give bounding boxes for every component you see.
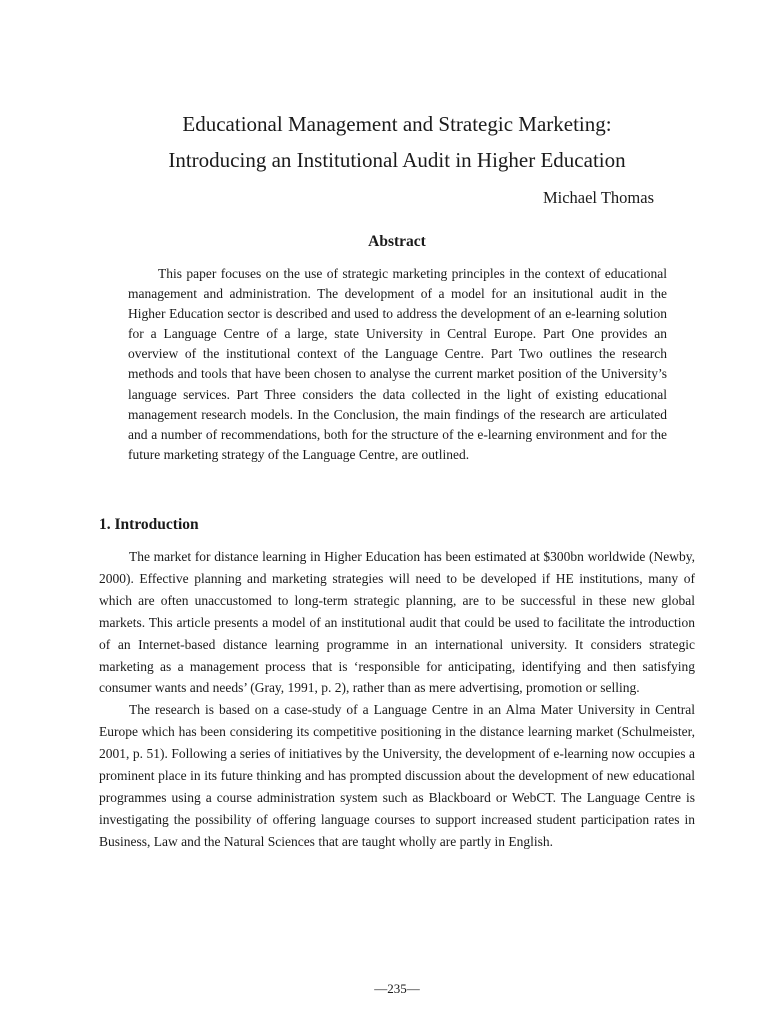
introduction-heading: 1. Introduction bbox=[99, 516, 199, 533]
paper-title bbox=[0, 106, 768, 178]
abstract-text: This paper focuses on the use of strategic marketing principles in the context of educational management and administration. The development of a model for an insitutional audit in the Higher Education sector is described and used to address the development of an e-learning solution for a Language Centre of a large, state University in Central Europe. Part One provides an overview of the institutional context of the Language Centre. Part Two outlines the research methods and tools that have been chosen to analyse the current market position of the University’s language services. Part Three considers the data collected in the light of existing educational management research models. In the Conclusion, the main findings of the research are articulated and a number of recommendations, both for the structure of the e-learning environment and for the future marketing strategy of the Language Centre, are outlined. bbox=[128, 266, 667, 462]
paper-title-line-2: Introducing an Institutional Audit in Higher Education bbox=[168, 148, 626, 172]
introduction-paragraph: The research is based on a case-study of a Language Centre in an Alma Mater University in Central Europe which has been considering its competitive positioning in the distance learning market (Schulmeister, 2001, p. 51). Following a series of initiatives by the University, the development of e-learning now occupies a prominent place in its future thinking and has prompted discussion about the development of new educational programmes using a course administration system such as Blackboard or WebCT. The Language Centre is investigating the possibility of offering language courses to support increased student participation rates in Business, Law and the Natural Sciences that are taught wholly are partly in English. bbox=[99, 702, 695, 849]
author-name: Michael Thomas bbox=[542, 188, 654, 207]
abstract-heading: Abstract bbox=[368, 233, 426, 250]
introduction-body bbox=[99, 546, 695, 853]
page-number: —235— bbox=[374, 981, 420, 996]
paper-title-line-1: Educational Management and Strategic Marketing: bbox=[182, 112, 612, 136]
introduction-paragraph: The market for distance learning in Higher Education has been estimated at $300bn worldwide (Newby, 2000). Effective planning and marketing strategies will need to be developed if HE institutions, many of which are often unaccustomed to long-term strategic planning, are to be successful in these new global markets. This article presents a model of an institutional audit that could be used to facilitate the introduction of an Internet-based distance learning programme in an international university. It considers strategic marketing as a management process that is ‘responsible for anticipating, identifying and then satisfying consumer wants and needs’ (Gray, 1991, p. 2), rather than as mere advertising, promotion or selling. bbox=[99, 549, 695, 696]
